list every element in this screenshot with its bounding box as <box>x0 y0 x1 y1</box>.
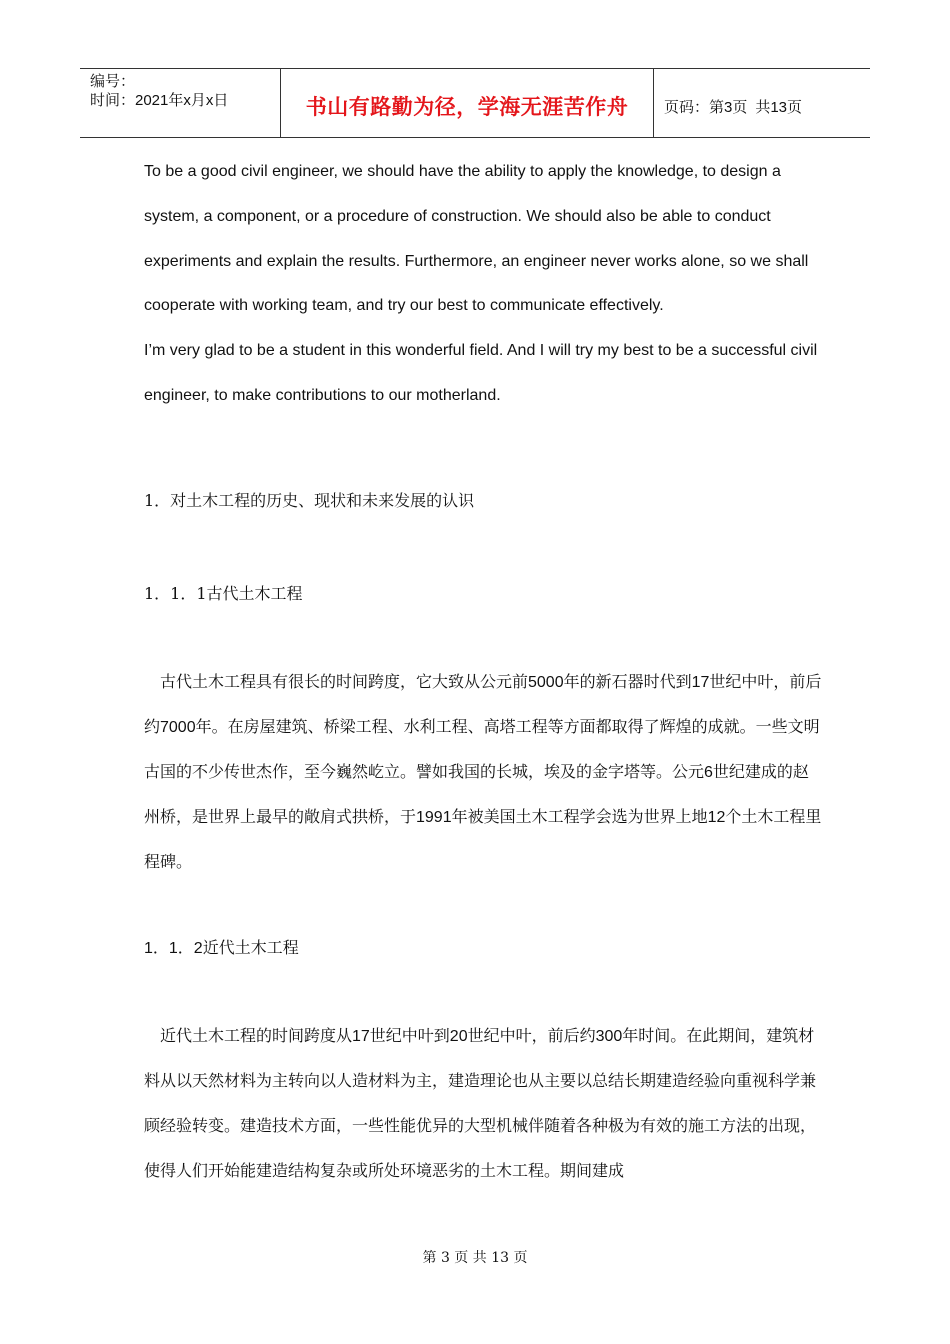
page-header <box>80 68 870 138</box>
header-motto-cell <box>281 69 654 137</box>
header-page-cell <box>654 69 870 137</box>
page-footer: 第 3 页 共 13 页 <box>422 1250 528 1266</box>
section-1-1-1-title: 1．1．1古代土木工程 <box>144 583 303 603</box>
time-label: 时间：2021年x月x日 <box>90 92 229 109</box>
section-1-1-2-body: 近代土木工程的时间跨度从17世纪中叶到20世纪中叶，前后约300年时间。在此期间，建筑材料从以天然材料为主转向以人造材料为主，建造理论也从主要以总结长期建造经验向重视科学兼顾经验转变。建造技术方面，一些性能优异的大型机械伴随着各种极为有效的施工方法的出现，使得人们开始能建造结构复杂或所处环境恶劣的土木工程。期间建成 <box>144 1027 817 1180</box>
page-label: 页码：第3页 <box>664 98 748 116</box>
section-1-1-1-body: 古代土木工程具有很长的时间跨度，它大致从公元前5000年的新石器时代到17世纪中叶，前后约7000年。在房屋建筑、桥梁工程、水利工程、高塔工程等方面都取得了辉煌的成就。一些文明古国的不少传世杰作，至今巍然屹立。譬如我国的长城，埃及的金字塔等。公元6世纪建成的赵州桥，是世界上最早的敞肩式拱桥，于1991年被美国土木工程学会选为世界上地12个土木工程里程碑。 <box>144 673 822 871</box>
section-1-1-2-title: 1．1．2近代土木工程 <box>144 939 299 957</box>
motto-text: 书山有路勤为径，学海无涯苦作舟 <box>305 95 629 119</box>
header-meta-cell <box>80 69 281 137</box>
document-body <box>144 150 824 1194</box>
section-1-title: 1．对土木工程的历史、现状和未来发展的认识 <box>144 490 475 510</box>
number-label: 编号： <box>90 73 136 90</box>
page-total: 共13页 <box>755 98 803 116</box>
english-paragraph-1: To be a good civil engineer, we should have the ability to apply the knowledge, to design a system, a component, or a procedure of construction. We should also be able to conduct experiments and explain the results. Furthermore, an engineer never works alone, so we shall cooperate with working team, and try our best to communicate effectively. <box>144 163 809 315</box>
english-paragraph-2: I’m very glad to be a student in this wonderful field. And I will try my best to be a successful civil engineer, to make contributions to our motherland. <box>144 342 818 404</box>
